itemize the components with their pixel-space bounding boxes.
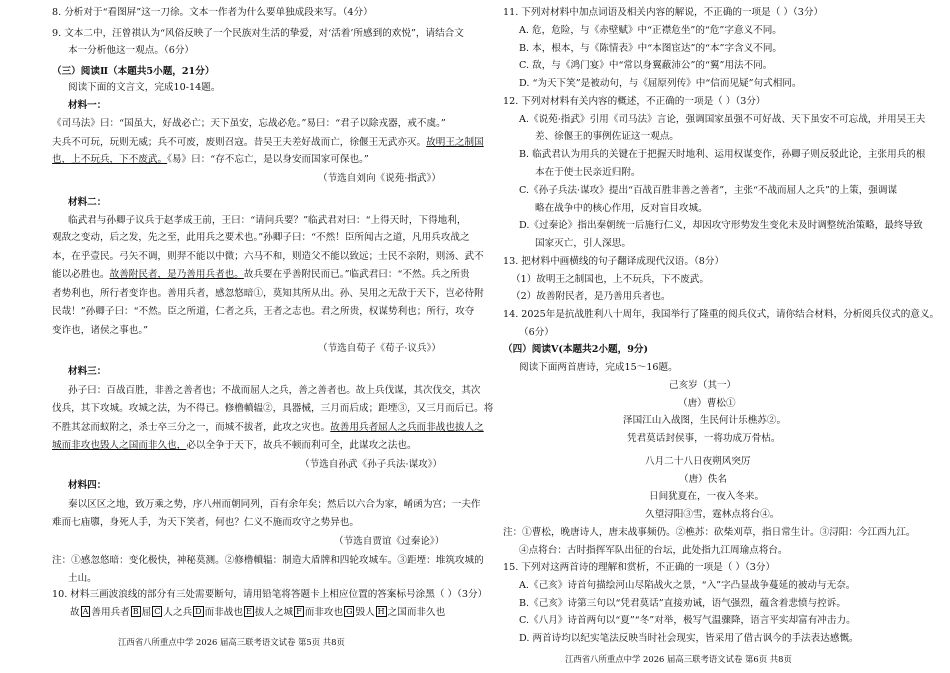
- line-text: 11. 下列对材料中加点词语及相关内容的解说，不正确的一项是（ ）（3分）: [503, 7, 824, 18]
- right-text-line: [535, 238, 631, 250]
- line-text: 10. 材料三画波浪线的部分有三处需要断句，请用铅笔将答题卡上相应位置的答案标号涂黑（ ）（3分）: [52, 589, 488, 600]
- answer-marker-box: F: [296, 607, 302, 616]
- right-text-line: [503, 256, 724, 268]
- right-text-line: [519, 149, 926, 161]
- line-text: 己亥岁（其一）: [669, 380, 737, 391]
- line-text: A.《说苑·指武》引用《司马法》言论，强调国家虽强不可好战、天下虽安不可忘战，并用吴王夫: [519, 114, 926, 125]
- left-text-line: [52, 403, 493, 415]
- left-text-line: [52, 7, 373, 19]
- left-text-line: [52, 555, 484, 567]
- line-text: 差、徐偃王的事例佐证这一观点。: [535, 131, 679, 142]
- line-text: D. 两首诗均以纪实笔法反映当时社会现实，皆采用了借古讽今的手法表达感慨。: [519, 633, 859, 644]
- left-text-line: [52, 589, 487, 601]
- footer-text: 江西省八所重点中学 2026 届高三联考语文试卷 第5页 共8页: [118, 637, 345, 647]
- answer-marker-box: C: [154, 607, 161, 616]
- right-text-line: [519, 220, 923, 232]
- option-text: 善用兵者: [91, 607, 130, 618]
- left-text-line: [68, 385, 481, 397]
- right-text-line: [503, 344, 648, 356]
- line-text: A.《己亥》诗首句描绘河山尽陷战火之景，“入”字凸显战争蔓延的被动与无奈。: [519, 580, 856, 591]
- right-text-line: [503, 309, 939, 321]
- line-text: 《司马法》曰：“国虽大，好战必亡；天下虽安，忘战必危。”易曰：“君子以除戎器，戒不虞。”: [52, 118, 446, 129]
- right-text-line: [503, 527, 916, 539]
- line-text: C. 敌，与《鸿门宴》中“常以身翼蔽沛公”的“翼”用法不同。: [519, 60, 773, 71]
- line-text: 秦以区区之地，致万乘之势，序八州而朝同列，百有余年矣；然后以六合为家，崤函为宫；一夫作: [68, 499, 481, 510]
- right-text-line: [519, 25, 782, 37]
- line-text: （四）阅读Ⅴ(本题共2小题，9分): [503, 344, 648, 355]
- left-text-line: [318, 173, 441, 185]
- right-text-line: [669, 380, 736, 392]
- right-text-line: [519, 114, 925, 126]
- answer-marker-box: D: [195, 607, 202, 616]
- line-text: 能以必胜也。: [52, 269, 110, 280]
- line-text: 材料三：: [68, 366, 107, 377]
- line-text: 日间犹夏在，一夜入冬来。: [649, 491, 765, 502]
- left-text-line: [68, 82, 220, 94]
- right-text-line: [511, 291, 671, 303]
- line-text: 注：①感忽悠暗：变化极快，神秘莫测。②修橹轒辒：制造大盾牌和四轮攻城车。③距堙：堆筑攻城的: [52, 555, 484, 566]
- line-text: （唐）曹松①: [678, 398, 736, 409]
- line-text: 凭君莫话封侯事，一将功成万骨枯。: [627, 433, 781, 444]
- line-text: 临武君与孙卿子议兵于赵孝成王前，王曰：“请问兵要？”临武君对曰：“上得天时，下得地利，: [68, 215, 467, 226]
- line-text: （节选自刘向《说苑·指武》）: [318, 173, 441, 184]
- right-text-line: [503, 96, 766, 108]
- right-text-line: [503, 7, 823, 19]
- left-text-line: [318, 343, 441, 355]
- option-text: 毁人: [355, 607, 375, 618]
- line-text: 注：①曹松，晚唐诗人，唐末战事频仍。②樵苏：砍柴刈草，指日常生计。③浔阳：今江西九江。: [503, 527, 916, 538]
- line-text: 略在战争中的核心作用，反对盲目攻城。: [535, 203, 708, 214]
- option-text: 屈: [141, 607, 152, 618]
- left-text-line: [68, 573, 97, 585]
- line-text: （三）阅读Ⅱ（本题共5小题，21分）: [52, 66, 215, 77]
- line-text-tail: 《易》曰：“存不忘亡，是以身安而国家可保也。”: [167, 154, 369, 165]
- left-text-line: [68, 197, 106, 209]
- left-text-line: [52, 440, 417, 452]
- line-text: 国家灭亡，引人深思。: [535, 238, 631, 249]
- right-text-line: [535, 131, 679, 143]
- answer-marker-box: B: [132, 607, 139, 616]
- line-text: 八月二十八日夜朔风突厉: [645, 456, 751, 467]
- right-text-line: [535, 167, 641, 179]
- right-text-line: [519, 78, 802, 90]
- left-text-line: [68, 100, 106, 112]
- line-text: 9. 文本二中，汪曾祺认为“风俗反映了一个民族对生活的挚爱，对‘活着’所感到的欢悦”，请结合文: [52, 28, 464, 39]
- line-text: ④点将台：古时指挥军队出征的台坛，此处指九江周瑜点将台。: [519, 545, 788, 556]
- left-text-line: [52, 517, 359, 529]
- line-text: C.《八月》诗首两句以“夏”“冬”对举，极写气温骤降，语言平实却富有冲击力。: [519, 615, 856, 626]
- line-text: D. “为天下笑”是被动句，与《屈原列传》中“信而见疑”句式相同。: [519, 78, 802, 89]
- line-text: 城而非攻也毁人之国而非久也，: [52, 440, 187, 451]
- left-text-line: [52, 154, 369, 166]
- line-text: 不胜其忿而蚁附之，杀士卒三分之一，而城不拔者，此攻之灾也。: [52, 422, 331, 433]
- line-text: 15. 下列对这两首诗的理解和赏析，不正确的一项是（ ）（3分）: [503, 562, 776, 573]
- line-text: 阅读下面的文言文，完成10-14题。: [68, 82, 221, 93]
- left-text-line: [52, 325, 148, 337]
- left-text-line: [52, 251, 484, 263]
- line-text: 8. 分析对于“看图屏”这一刀徐。文本一作者为什么要单独成段来写。（4分）: [52, 7, 373, 18]
- left-text-line: [52, 118, 446, 130]
- line-text: （节选自荀子《荀子·议兵》）: [318, 343, 441, 354]
- answer-marker-box: A: [82, 607, 89, 616]
- option-text: 人之兵: [163, 607, 193, 618]
- line-text: 本在于使士民亲近归附。: [535, 167, 641, 178]
- line-text: 泽国江山入战图，生民何计乐樵苏②。: [623, 415, 787, 426]
- left-text-line: [52, 269, 470, 281]
- right-text-line: [519, 580, 855, 592]
- line-text: （唐）佚名: [679, 474, 727, 485]
- line-text-tail: 故明王之制国: [426, 137, 484, 148]
- left-text-line: [52, 137, 484, 149]
- left-text-line: [52, 422, 484, 434]
- right-text-line: [678, 398, 736, 410]
- right-text-line: [519, 362, 678, 374]
- line-text-tail: 故兵要在乎善附民而已。”临武君曰：“不然。兵之所贵: [243, 269, 470, 280]
- left-text-line: [68, 215, 466, 227]
- right-text-line: [645, 456, 751, 468]
- line-text: （1）故明王之制国也，上不玩兵，下不废武。: [511, 274, 709, 285]
- line-text-tail: 故善用兵者屈人之兵而非战也拔人之: [330, 422, 484, 433]
- line-text: 本一分析他这一观点。（6分）: [68, 45, 195, 56]
- line-text-tail: 故善附民者，是乃善用兵者也。: [109, 269, 244, 280]
- right-text-line: [627, 433, 781, 445]
- left-text-line: [300, 459, 442, 471]
- line-text: 观敌之变动，后之发，先之至，此用兵之要术也。”孙卿子曰：“不然！臣所闻古之道，凡用兵攻战之: [52, 232, 470, 243]
- option-text: 而非战也: [204, 607, 243, 618]
- left-text-line: [68, 480, 106, 492]
- option-text: 而非攻也: [304, 607, 344, 618]
- left-text-line: [68, 499, 481, 511]
- line-text-tail: 必以全争于天下，故兵不顿而利可全，此谋攻之法也。: [186, 440, 417, 451]
- line-text: 难而七庙隳，身死人手，为天下笑者，何也？仁义不施而攻守之势异也。: [52, 517, 359, 528]
- line-text: 13. 把材料中画横线的句子翻译成现代汉语。（8分）: [503, 256, 725, 267]
- line-text: （6分）: [519, 327, 554, 338]
- line-text: 材料四：: [68, 480, 107, 491]
- line-text: （2）故善附民者，是乃善用兵者也。: [511, 291, 671, 302]
- answer-marker-box: G: [346, 607, 353, 616]
- line-text: 材料一：: [68, 100, 107, 111]
- right-text-line: [519, 43, 782, 55]
- line-text: （节选自贾谊《过秦论》）: [334, 536, 445, 547]
- line-text: 变诈也，诸侯之事也。”: [52, 325, 149, 336]
- left-text-line: [334, 536, 444, 548]
- line-text: 土山。: [68, 573, 97, 584]
- line-text: 本，在乎壹民。弓矢不调，则羿不能以中微；六马不和，则造父不能以致远；士民不亲附，则汤、武不: [52, 251, 484, 262]
- line-text: 孙子曰：百战百胜，非善之善者也；不战而屈人之兵，善之善者也。故上兵伐谋，其次伐交，其次: [68, 385, 481, 396]
- right-text-line: [511, 274, 709, 286]
- left-text-line: [52, 28, 464, 40]
- left-text-line: [52, 288, 484, 300]
- line-text: B. 本，根本，与《陈情表》中“本图宦达”的“本”字含义不同。: [519, 43, 783, 54]
- line-text: B.《己亥》诗第三句以“凭君莫话”直接劝诫，语气强烈，蕴含着悲愤与控诉。: [519, 598, 846, 609]
- line-text: C.《孙子兵法·谋攻》提出“百战百胜非善之善者”，主张“不战而屈人之兵”的上策，强调谋: [519, 185, 898, 196]
- option-text: 故: [70, 607, 80, 618]
- footer-text: 江西省八所重点中学 2026 届高三联考语文试卷 第6页 共8页: [565, 654, 792, 664]
- left-text-line: [68, 45, 194, 57]
- line-text: 阅读下面两首唐诗，完成15～16题。: [519, 362, 678, 373]
- right-text-line: [519, 60, 772, 72]
- line-text: 夫兵不可玩，玩则无威；兵不可废，废则召寇。昔吴王夫差好战而亡，徐偃王无武亦灭。: [52, 137, 427, 148]
- line-text: 伐兵，其下攻城。攻城之法，为不得已。修橹轒辒②，具器械，三月而后成；距堙③，又三月而后已。将: [52, 403, 494, 414]
- left-text-line: [52, 66, 214, 78]
- line-text: 12. 下列对材料有关内容的概述，不正确的一项是（ ）（3分）: [503, 96, 766, 107]
- option-text: 之国而非久也: [387, 607, 446, 618]
- right-text-line: [649, 491, 764, 503]
- line-text: 者势利也，所行者变诈也。善用兵者，感忽悠暗①，莫知其所从出。孙、吴用之无敌于天下，岂必待附: [52, 288, 484, 299]
- line-text: 久望浔阳③雪，霆林点将台④。: [645, 509, 780, 520]
- right-text-line: [519, 545, 788, 557]
- right-text-line: [519, 633, 859, 645]
- line-text: B. 临武君认为用兵的关键在于把握天时地利、运用权谋变作，孙卿子则反驳此论，主张用兵的根: [519, 149, 926, 160]
- line-text: D.《过秦论》指出秦朝统一后施行仁义，却因攻守形势发生变化未及时调整统治策略，最终导致: [519, 220, 923, 231]
- line-text: （节选自孙武《孙子兵法·谋攻》）: [300, 459, 443, 470]
- right-text-line: [519, 185, 897, 197]
- page-footer: [118, 636, 345, 648]
- line-text: 也，上不玩兵，下不废武。: [52, 154, 168, 165]
- right-text-line: [645, 509, 779, 521]
- option-text: 拔人之城: [254, 607, 294, 618]
- right-text-line: [503, 562, 775, 574]
- line-text: 民哉！”孙卿子曰：“不然。臣之所道，仁者之兵，王者之志也。君之所贵，权谋势利也；所行，攻夺: [52, 306, 475, 317]
- right-text-line: [623, 415, 786, 427]
- right-text-line: [519, 615, 856, 627]
- left-text-line: [52, 306, 474, 318]
- line-text: A. 危，危险，与《赤壁赋》中“正襟危坐”的“危”字意义不同。: [519, 25, 782, 36]
- answer-marker-box: H: [377, 607, 385, 616]
- right-text-line: [679, 474, 727, 486]
- line-text: 14. 2025年是抗战胜利八十周年，我国举行了隆重的阅兵仪式，请你结合材料，分析阅兵仪式的意义。: [503, 309, 940, 320]
- right-text-line: [519, 327, 554, 339]
- page-footer: [565, 653, 792, 665]
- left-text-line: [68, 366, 106, 378]
- answer-marker-box: E: [245, 607, 252, 616]
- right-text-line: [535, 203, 708, 215]
- answer-option-line: [70, 606, 445, 619]
- line-text: 材料二：: [68, 197, 107, 208]
- right-text-line: [519, 598, 846, 610]
- left-text-line: [52, 232, 470, 244]
